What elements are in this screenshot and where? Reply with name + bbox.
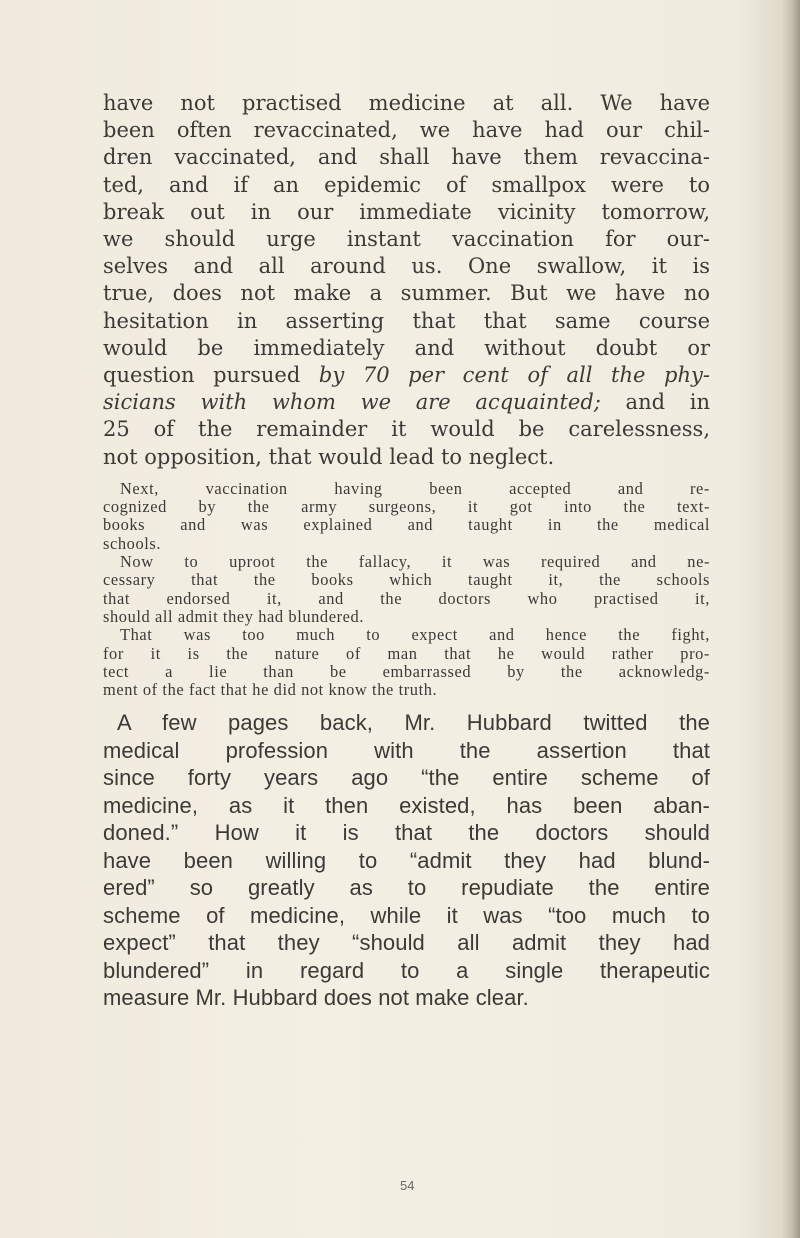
- quote-line: cessary that the books which taught it, the schools: [103, 570, 710, 590]
- page-text-block: [103, 90, 710, 1012]
- text-line: not opposition, that would lead to neglect.: [103, 444, 555, 469]
- text-line: have not practised medicine at all. We have: [103, 91, 710, 115]
- text-line: A few pages back, Mr. Hubbard twitted the: [117, 710, 710, 736]
- quote-line: ment of the fact that he did not know the truth.: [103, 680, 438, 700]
- text-line: ted, and if an epidemic of smallpox were to: [103, 172, 710, 197]
- quote-line: should all admit they had blundered.: [103, 606, 365, 626]
- quoted-passage: [103, 480, 710, 700]
- quote-line: cognized by the army surgeons, it got into the text-: [103, 497, 710, 517]
- page-number: 54: [400, 1178, 415, 1193]
- text-line: hesitation in asserting that that same course: [103, 308, 710, 333]
- text-segment: question pursued: [103, 363, 319, 388]
- quote-line: for it is the nature of man that he would rather pro-: [103, 643, 710, 663]
- text-line: expect” that they “should all admit they had: [103, 930, 710, 956]
- text-line: would be immediately and without doubt or: [103, 335, 710, 360]
- text-line: have been willing to “admit they had blund-: [103, 847, 710, 873]
- text-segment: and in: [600, 390, 710, 415]
- italic-segment: sicians with whom we are acquainted;: [103, 390, 601, 415]
- page-edge-shadow: [782, 0, 800, 1238]
- quote-line: schools.: [103, 533, 162, 553]
- quote-line: That was too much to expect and hence the fight,: [120, 625, 710, 645]
- text-line: 25 of the remainder it would be carelessness,: [103, 417, 710, 442]
- quote-line: books and was explained and taught in the medical: [103, 515, 710, 535]
- text-line: ered” so greatly as to repudiate the entire: [103, 875, 710, 901]
- text-line: break out in our immediate vicinity tomorrow,: [103, 199, 710, 224]
- text-line: medicine, as it then existed, has been aban-: [103, 792, 710, 818]
- text-line: doned.” How it is that the doctors should: [103, 820, 710, 846]
- text-line: measure Mr. Hubbard does not make clear.: [103, 985, 529, 1011]
- quote-line: tect a lie than be embarrassed by the acknowledg-: [103, 661, 710, 681]
- text-line: selves and all around us. One swallow, it is: [103, 254, 710, 279]
- quote-line: that endorsed it, and the doctors who practised it,: [103, 588, 710, 608]
- text-line: medical profession with the assertion that: [103, 737, 710, 763]
- text-line: we should urge instant vaccination for our-: [103, 227, 710, 252]
- text-line: dren vaccinated, and shall have them revaccina-: [103, 145, 710, 170]
- paragraph-1: [103, 90, 710, 471]
- text-line: blundered” in regard to a single therapeutic: [103, 957, 710, 983]
- text-line: true, does not make a summer. But we have no: [103, 281, 710, 306]
- text-line: [103, 362, 710, 389]
- text-line: scheme of medicine, while it was “too much to: [103, 902, 710, 928]
- italic-segment: by 70 per cent of all the phy-: [318, 363, 710, 388]
- text-line: since forty years ago “the entire scheme of: [103, 765, 710, 791]
- quote-line: Now to uproot the fallacy, it was required and ne-: [120, 552, 710, 572]
- text-line: [103, 389, 710, 416]
- text-line: been often revaccinated, we have had our chil-: [103, 118, 710, 143]
- paragraph-3: [103, 709, 710, 1012]
- quote-line: Next, vaccination having been accepted and re-: [120, 478, 710, 498]
